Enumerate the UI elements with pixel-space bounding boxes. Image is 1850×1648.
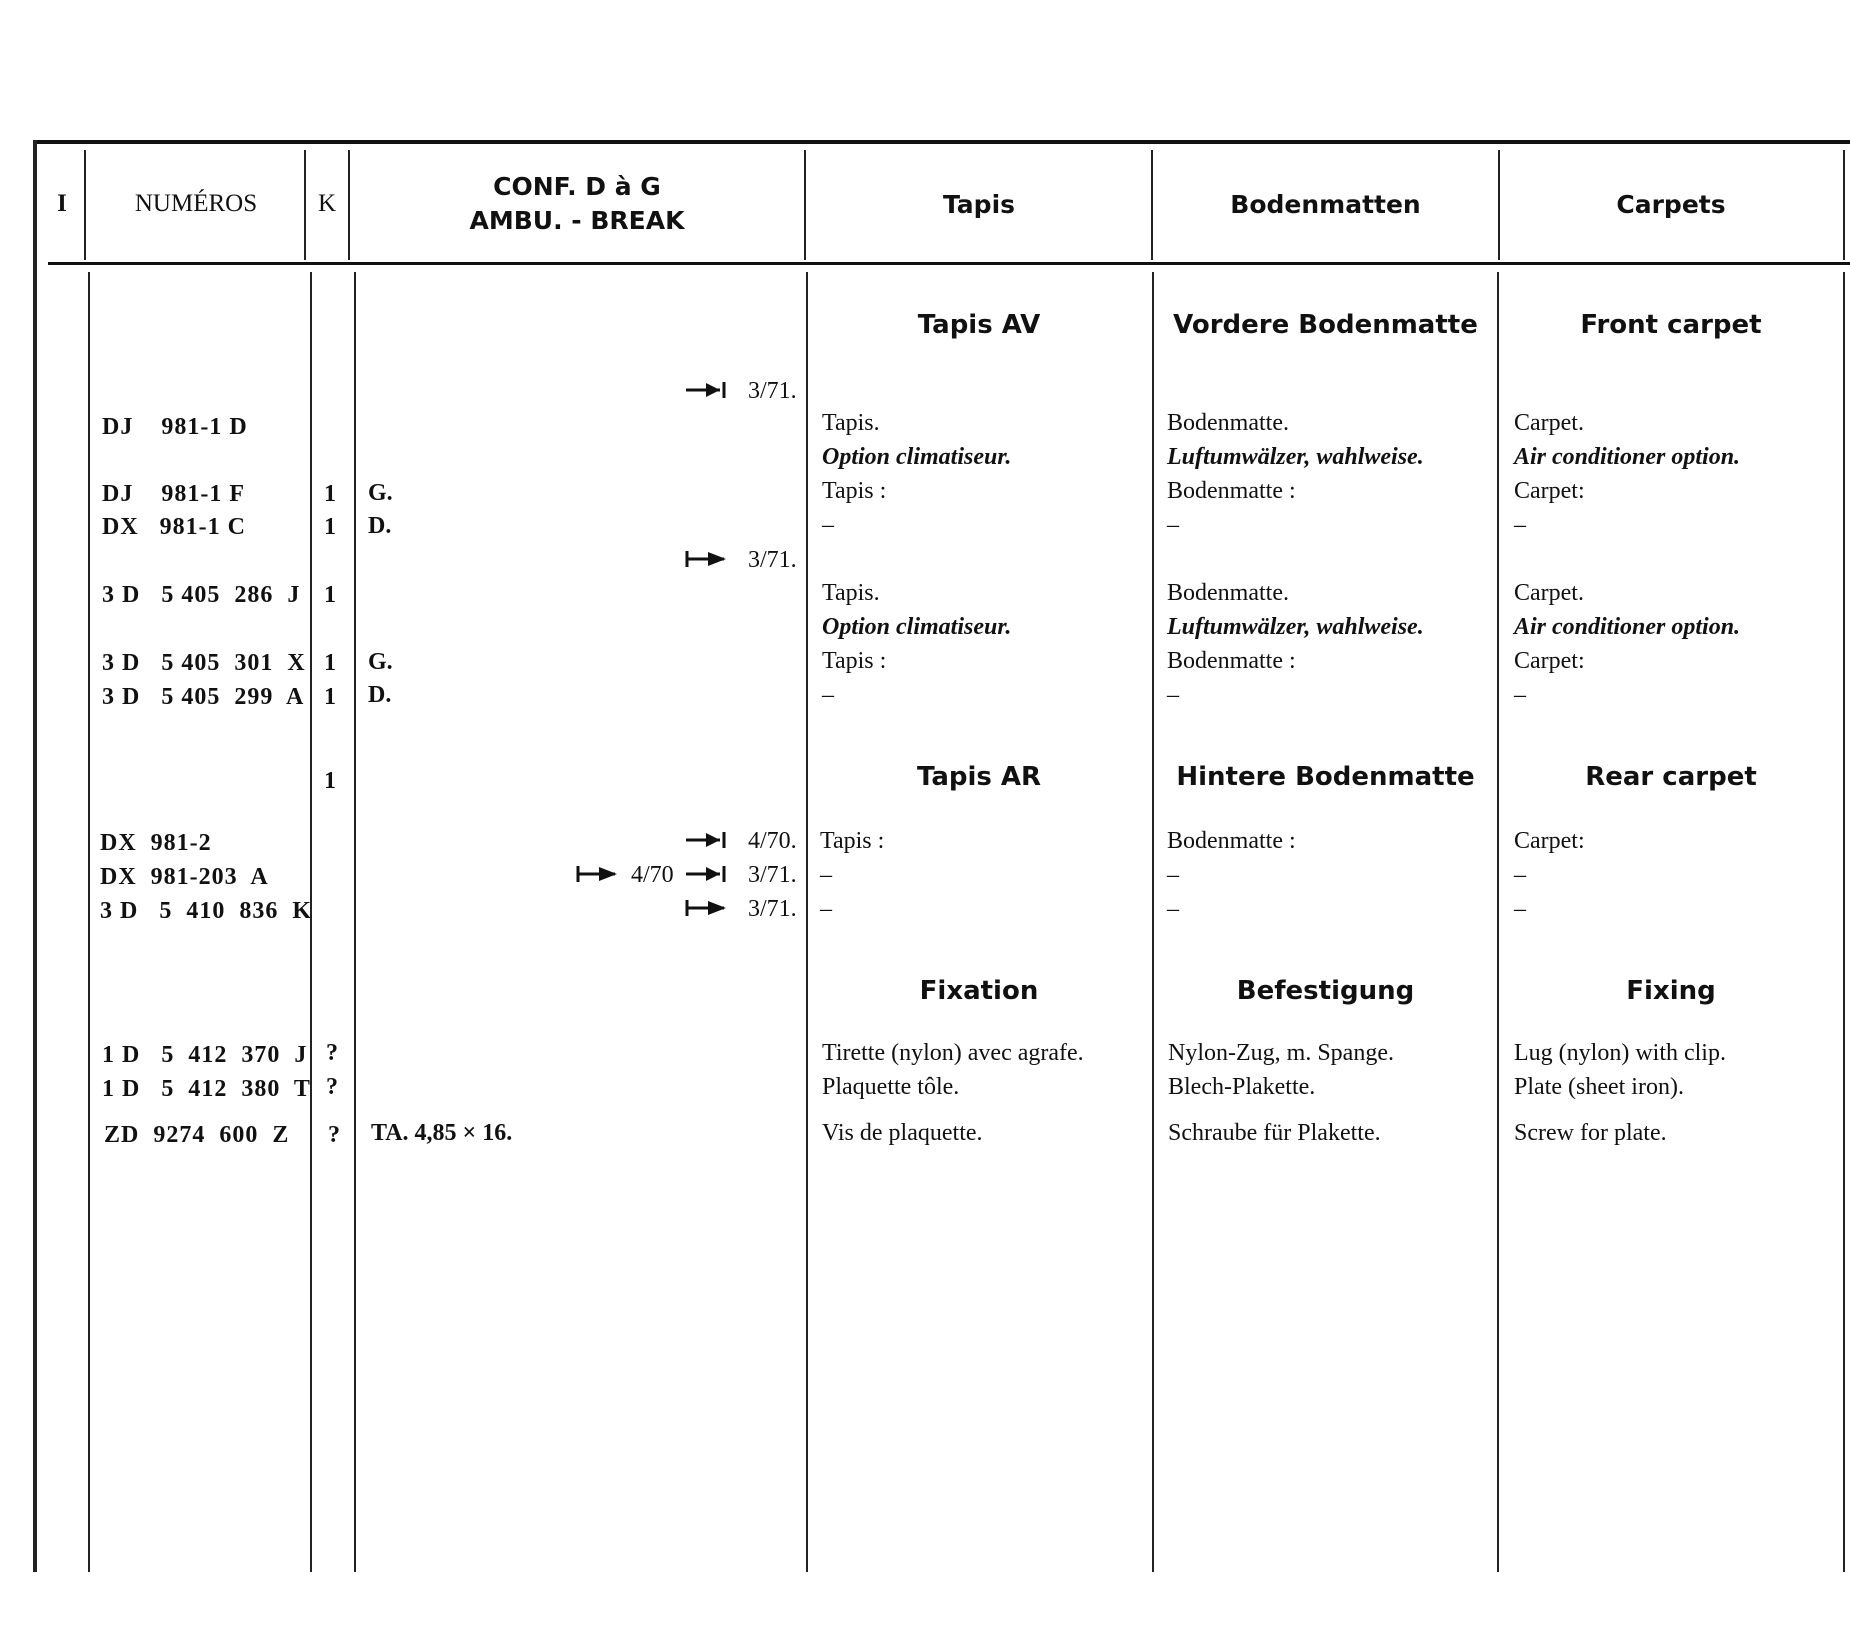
desc-de: Bodenmatte. xyxy=(1167,580,1289,606)
col-sep xyxy=(84,150,86,260)
date-end: 3/71. xyxy=(748,862,797,888)
desc-fr: – xyxy=(820,896,832,922)
part-number: 3 D 5 405 286 J xyxy=(102,582,301,608)
part-number: 3 D 5 410 836 K xyxy=(100,898,312,924)
desc-fr: Tapis : xyxy=(820,828,885,854)
section-fixing-en: Fixing xyxy=(1626,976,1716,1006)
desc-de: Luftumwälzer, wahlweise. xyxy=(1167,444,1424,470)
desc-de: Nylon-Zug, m. Spange. xyxy=(1168,1040,1394,1066)
desc-en: Air conditioner option. xyxy=(1514,444,1741,470)
part-number: DJ 981-1 F xyxy=(102,481,245,507)
left-border xyxy=(33,140,37,1572)
desc-de: Bodenmatte : xyxy=(1167,478,1296,504)
section-front-fr: Tapis AV xyxy=(917,310,1041,340)
desc-de: – xyxy=(1167,512,1179,538)
part-number: DX 981-203 A xyxy=(100,864,269,890)
desc-fr: Option climatiseur. xyxy=(822,614,1012,640)
desc-de: – xyxy=(1167,682,1179,708)
date-end: 3/71. xyxy=(748,378,797,404)
quantity: 1 xyxy=(324,481,336,507)
desc-de: Bodenmatte : xyxy=(1167,648,1296,674)
conf: D. xyxy=(368,682,392,708)
section-rear-fr: Tapis AR xyxy=(916,762,1042,792)
desc-fr: Tapis : xyxy=(822,478,887,504)
arrow-start-icon xyxy=(684,898,728,918)
col-sep xyxy=(1497,272,1499,1572)
arrow-end-icon xyxy=(684,830,728,850)
part-number: ZD 9274 600 Z xyxy=(104,1122,290,1148)
desc-fr: Option climatiseur. xyxy=(822,444,1012,470)
quantity: 1 xyxy=(324,650,336,676)
conf: G. xyxy=(368,480,393,506)
desc-de: – xyxy=(1167,862,1179,888)
desc-fr: – xyxy=(822,512,834,538)
desc-en: – xyxy=(1514,512,1526,538)
desc-en: – xyxy=(1514,896,1526,922)
desc-en: Carpet: xyxy=(1514,648,1585,674)
header-tapis: Tapis xyxy=(942,190,1016,219)
header-conf-line1: CONF. D à G xyxy=(493,172,661,201)
date-start: 3/71. xyxy=(748,547,797,573)
desc-de: – xyxy=(1167,896,1179,922)
desc-fr: – xyxy=(822,682,834,708)
section-fixing-fr: Fixation xyxy=(919,976,1039,1006)
quantity: ? xyxy=(326,1040,338,1066)
desc-en: Carpet. xyxy=(1514,580,1584,606)
col-sep xyxy=(1843,272,1845,1572)
header-bodenmatten: Bodenmatten xyxy=(1230,190,1421,219)
conf: TA. 4,85 × 16. xyxy=(371,1120,513,1146)
part-number: 1 D 5 412 380 T xyxy=(102,1076,311,1102)
desc-fr: Tapis. xyxy=(822,410,880,436)
quantity: 1 xyxy=(324,768,336,794)
col-sep xyxy=(88,272,90,1572)
arrow-end-icon xyxy=(684,864,728,884)
col-sep xyxy=(354,272,356,1572)
arrow-start-icon xyxy=(575,864,619,884)
conf: D. xyxy=(368,513,392,539)
quantity: ? xyxy=(326,1074,338,1100)
top-rule xyxy=(33,140,1850,144)
part-number: 3 D 5 405 301 X xyxy=(102,650,306,676)
desc-en: Plate (sheet iron). xyxy=(1514,1074,1684,1100)
part-number: DX 981-1 C xyxy=(102,514,246,540)
desc-fr: Tapis : xyxy=(822,648,887,674)
desc-de: Luftumwälzer, wahlweise. xyxy=(1167,614,1424,640)
date-end: 4/70. xyxy=(748,828,797,854)
desc-en: Lug (nylon) with clip. xyxy=(1514,1040,1726,1066)
col-sep xyxy=(806,272,808,1572)
part-number: 3 D 5 405 299 A xyxy=(102,684,305,710)
desc-de: Bodenmatte. xyxy=(1167,410,1289,436)
header-i: I xyxy=(57,190,67,217)
col-sep xyxy=(1152,272,1154,1572)
section-fixing-de: Befestigung xyxy=(1236,976,1415,1006)
section-front-de: Vordere Bodenmatte xyxy=(1173,310,1478,340)
col-sep xyxy=(1843,150,1845,260)
conf: G. xyxy=(368,649,393,675)
desc-de: Blech-Plakette. xyxy=(1168,1074,1316,1100)
desc-en: – xyxy=(1514,682,1526,708)
quantity: ? xyxy=(328,1122,340,1148)
part-number: DJ 981-1 D xyxy=(102,414,248,440)
quantity: 1 xyxy=(324,582,336,608)
desc-fr: Tapis. xyxy=(822,580,880,606)
desc-fr: Tirette (nylon) avec agrafe. xyxy=(822,1040,1084,1066)
quantity: 1 xyxy=(324,684,336,710)
header-k: K xyxy=(317,190,337,217)
section-front-en: Front carpet xyxy=(1580,310,1762,340)
desc-en: Carpet. xyxy=(1514,410,1584,436)
quantity: 1 xyxy=(324,514,336,540)
desc-en: Carpet: xyxy=(1514,828,1585,854)
desc-fr: Plaquette tôle. xyxy=(822,1074,960,1100)
date-start: 4/70 xyxy=(631,862,674,888)
header-numeros: NUMÉROS xyxy=(134,190,258,217)
header-carpets: Carpets xyxy=(1616,190,1726,219)
desc-fr: Vis de plaquette. xyxy=(822,1120,983,1146)
desc-de: Schraube für Plakette. xyxy=(1168,1120,1381,1146)
desc-en: – xyxy=(1514,862,1526,888)
desc-en: Screw for plate. xyxy=(1514,1120,1667,1146)
date-start: 3/71. xyxy=(748,896,797,922)
desc-de: Bodenmatte : xyxy=(1167,828,1296,854)
arrow-end-icon xyxy=(684,380,728,400)
section-rear-en: Rear carpet xyxy=(1585,762,1757,792)
desc-en: Air conditioner option. xyxy=(1514,614,1741,640)
section-rear-de: Hintere Bodenmatte xyxy=(1176,762,1475,792)
desc-fr: – xyxy=(820,862,832,888)
header-rule xyxy=(48,262,1850,265)
header-conf-line2: AMBU. - BREAK xyxy=(469,206,685,235)
desc-en: Carpet: xyxy=(1514,478,1585,504)
part-number: 1 D 5 412 370 J xyxy=(102,1042,308,1068)
part-number: DX 981-2 xyxy=(100,830,212,856)
arrow-start-icon xyxy=(684,549,728,569)
